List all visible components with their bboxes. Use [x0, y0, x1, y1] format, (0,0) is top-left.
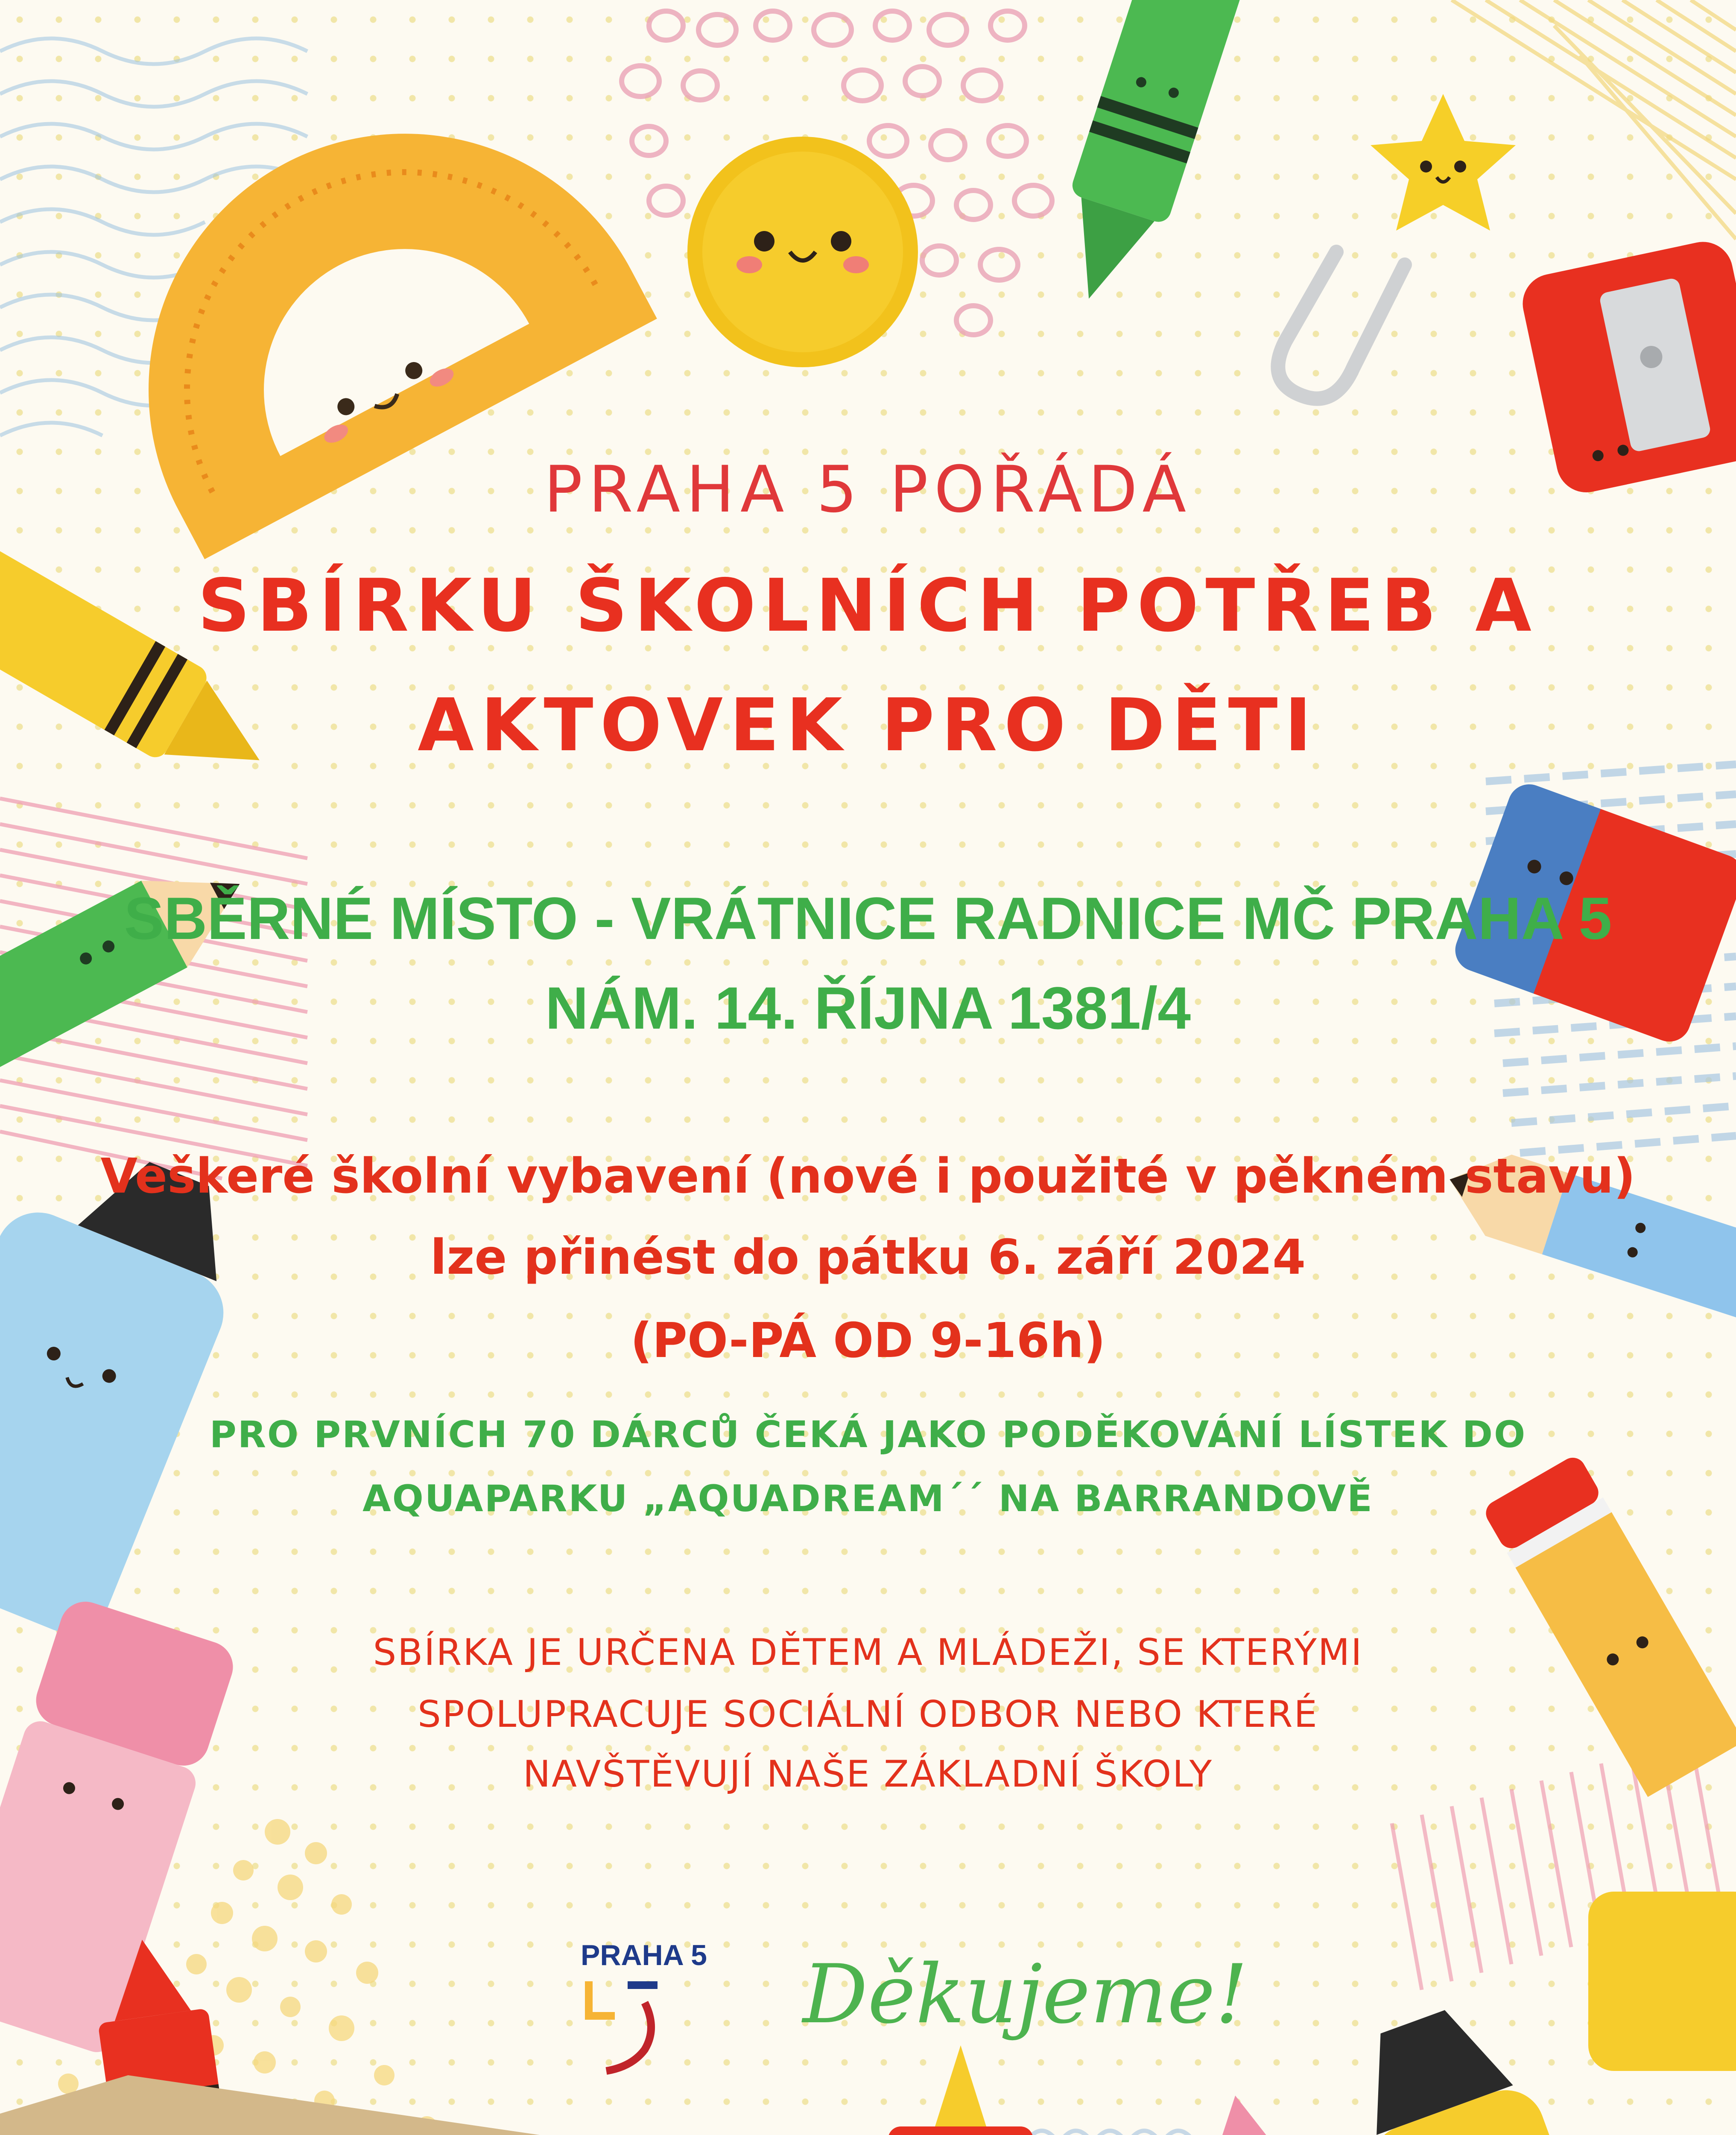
glue-bottle-icon — [833, 2045, 1089, 2135]
collection-address: NÁM. 14. ŘÍJNA 1381/4 — [545, 974, 1191, 1041]
note-line-2: SPOLUPRACUJE SOCIÁLNÍ ODBOR NEBO KTERÉ — [418, 1693, 1318, 1736]
donors-reward-line-1: PRO PRVNÍCH 70 DÁRCŮ ČEKÁ JAKO PODĚKOVÁNÍ LÍSTEK DO — [209, 1413, 1527, 1456]
collection-point: SBĚRNÉ MÍSTO - VRÁTNICE RADNICE MČ PRAHA 5 — [124, 885, 1612, 952]
note-line-1: SBÍRKA JE URČENA DĚTEM A MLÁDEŽI, SE KTERÝMI — [373, 1631, 1363, 1674]
yellow-lines-pattern — [1452, 0, 1736, 239]
crayon-icon — [1040, 0, 1248, 315]
info-line-1: Veškeré školní vybavení (nové i použité v pěkném stavu) — [100, 1149, 1636, 1204]
headline-line-1: SBÍRKU ŠKOLNÍCH POTŘEB A — [198, 564, 1538, 648]
headline-line-2: AKTOVEK PRO DĚTI — [418, 683, 1318, 768]
opening-hours: (PO-PÁ OD 9-16h) — [630, 1313, 1106, 1369]
smiley-coin-icon — [687, 137, 918, 367]
donors-reward-line-2: AQUAPARKU „AQUADREAM´´ NA BARRANDOVĚ — [362, 1477, 1374, 1520]
star-paperclip-icon — [1278, 94, 1516, 399]
info-line-2: lze přinést do pátku 6. září 2024 — [430, 1230, 1306, 1285]
note-line-3: NAVŠTĚVUJÍ NAŠE ZÁKLADNÍ ŠKOLY — [523, 1753, 1213, 1796]
praha5-logo — [581, 1939, 734, 2079]
logo-text: PRAHA 5 — [581, 1939, 707, 1971]
logo-mark-icon — [581, 1977, 666, 2079]
thank-you-text: Děkujeme! — [803, 1947, 1248, 2041]
organizer-heading: PRAHA 5 POŘÁDÁ — [544, 453, 1192, 527]
yellow-block-icon — [1588, 1892, 1736, 2071]
crayon-icon-pink — [1185, 2087, 1353, 2135]
